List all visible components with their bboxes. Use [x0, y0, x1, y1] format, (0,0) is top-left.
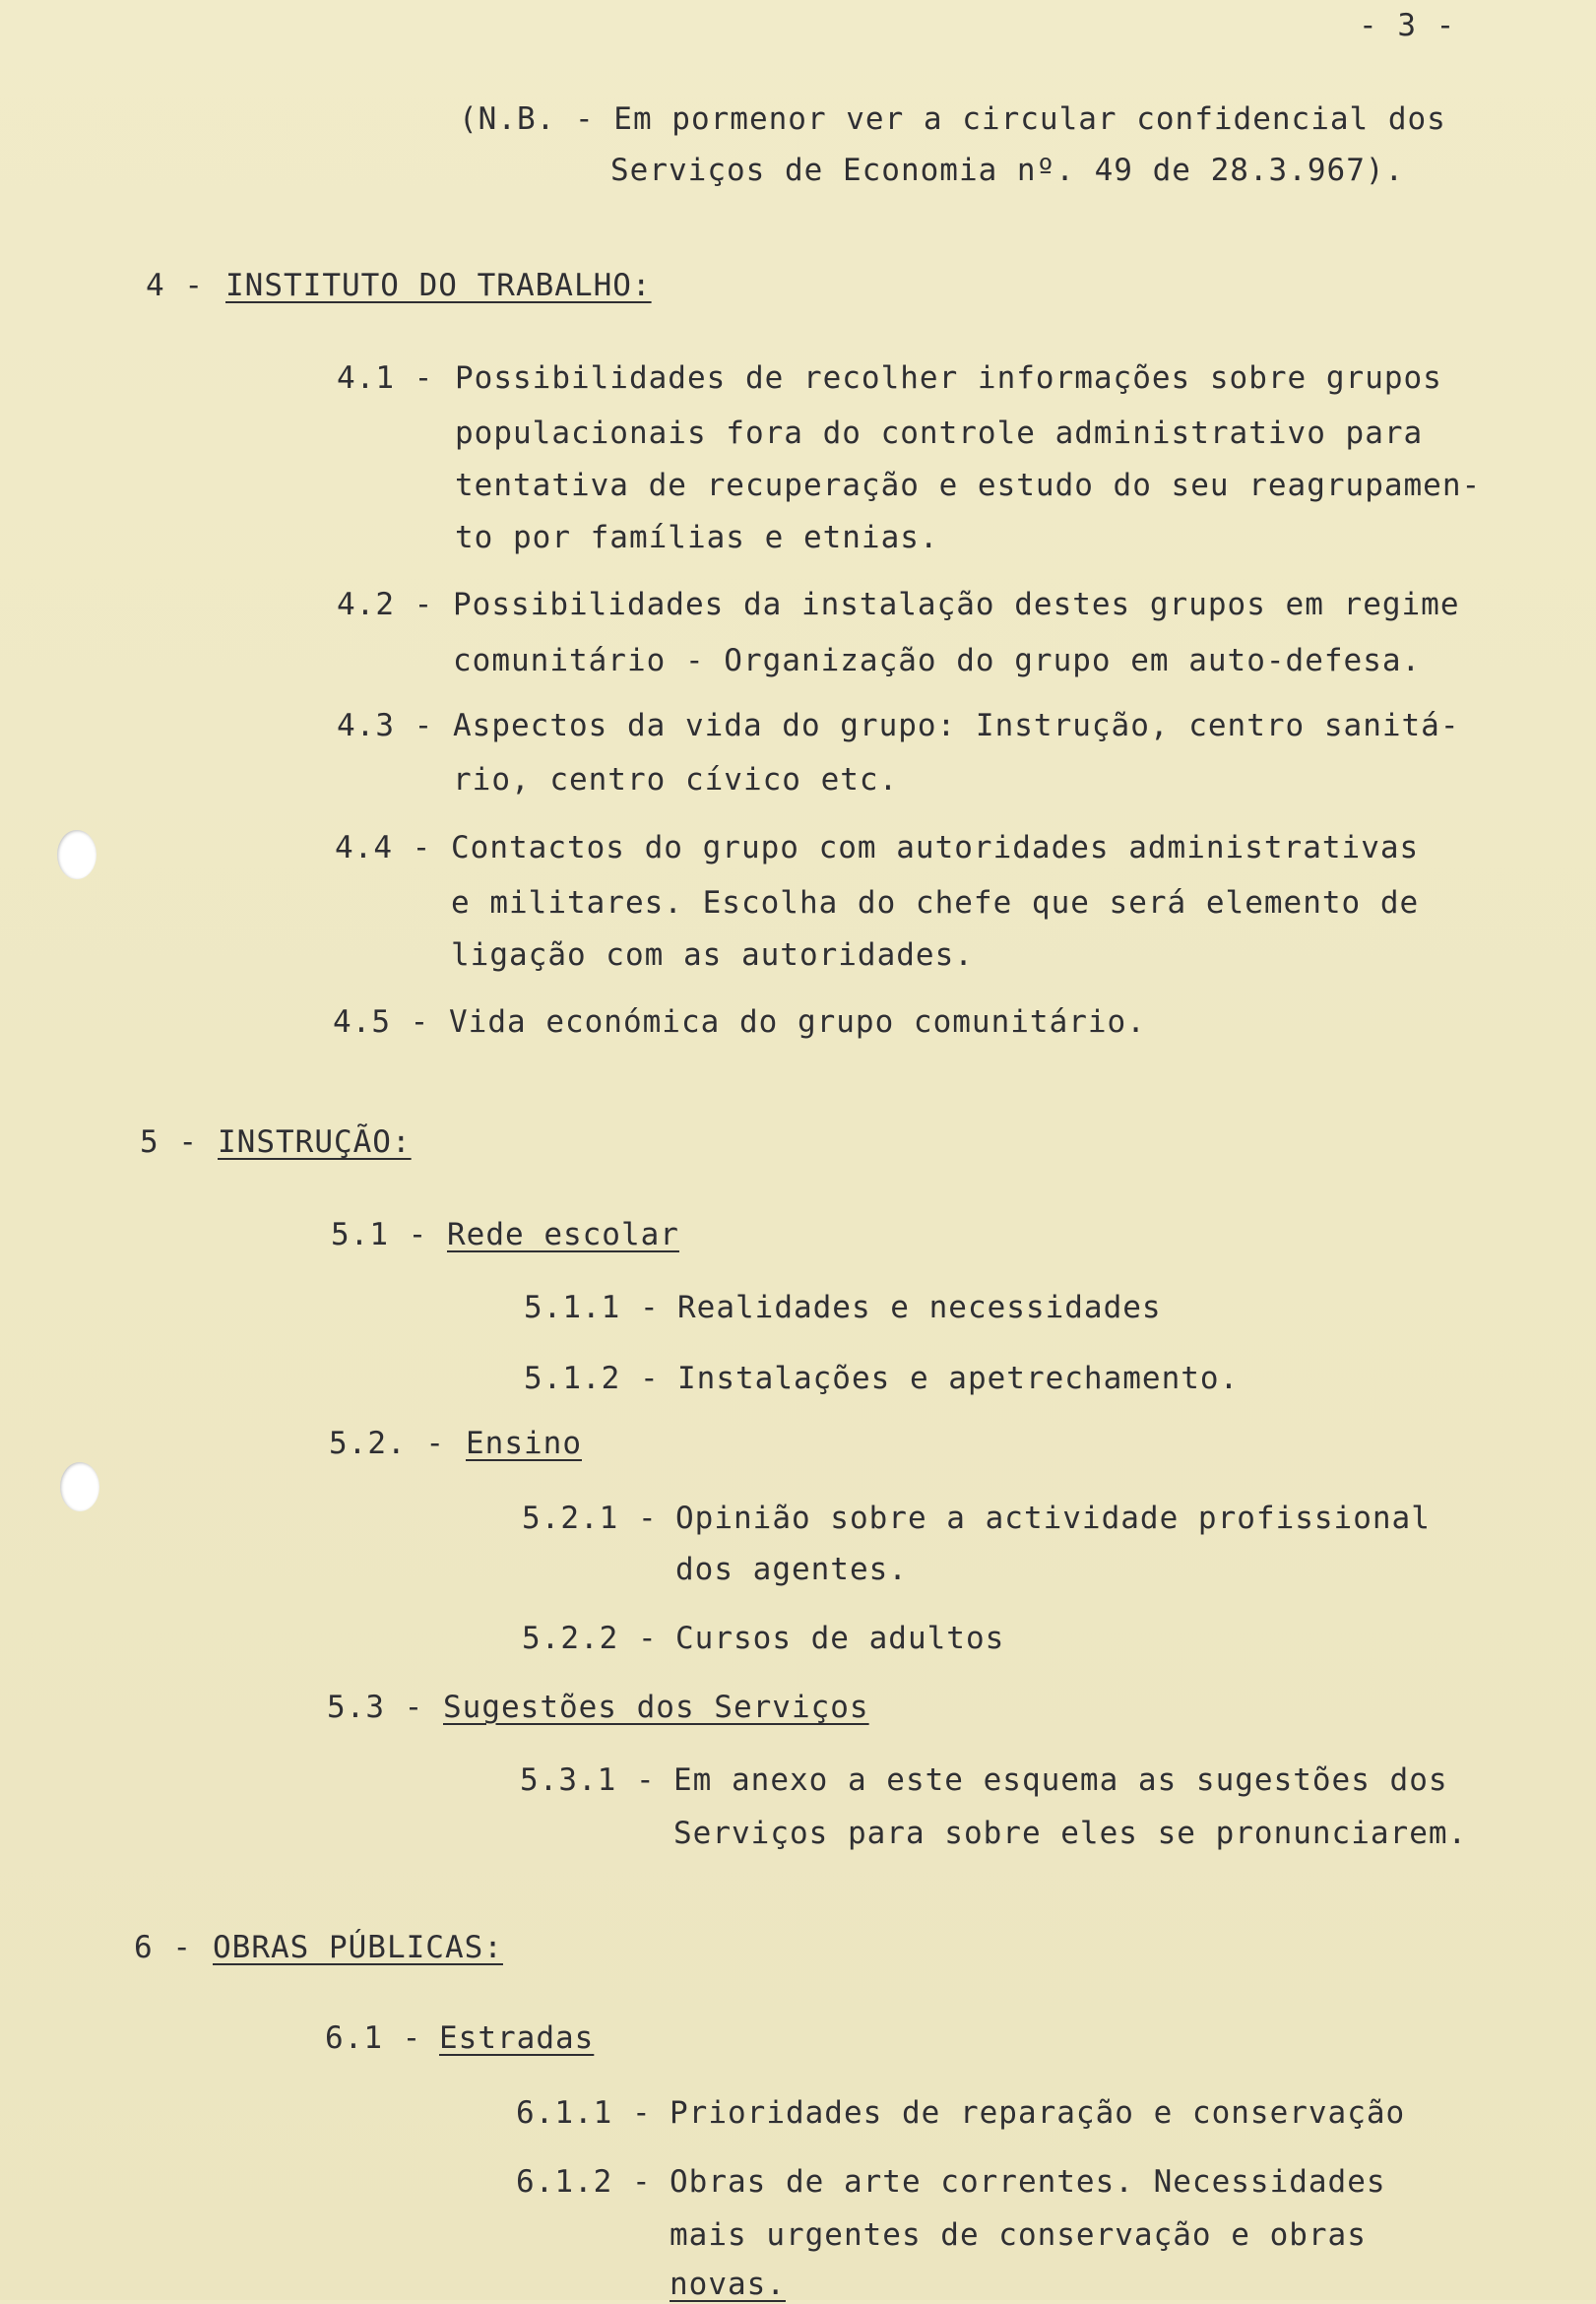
item-5-2-2-number: 5.2.2 -: [522, 1621, 658, 1656]
page-number: - 3 -: [1359, 8, 1456, 43]
item-4-4-number: 4.4 -: [335, 830, 432, 865]
item-5-2-1-line: Opinião sobre a actividade profissional: [675, 1501, 1431, 1536]
item-5-2-1-number: 5.2.1 -: [522, 1501, 658, 1536]
note-line-2: Serviços de Economia nº. 49 de 28.3.967).: [610, 153, 1405, 188]
subsection-6-1-title: Estradas: [439, 2020, 595, 2056]
item-5-3-1-number: 5.3.1 -: [520, 1762, 656, 1798]
item-4-3-line: Aspectos da vida do grupo: Instrução, centro sanitá-: [453, 708, 1460, 743]
subsection-6-1-number: 6.1 -: [325, 2020, 422, 2056]
item-4-1-line: Possibilidades de recolher informações sobre grupos: [455, 360, 1442, 396]
item-5-1-2-number: 5.1.2 -: [524, 1361, 660, 1396]
punch-hole-top: [57, 830, 96, 879]
section-6-number: 6 -: [134, 1930, 192, 1965]
item-4-2-number: 4.2 -: [337, 587, 434, 622]
subsection-5-1-title: Rede escolar: [447, 1217, 679, 1252]
item-6-1-2-number: 6.1.2 -: [516, 2164, 652, 2200]
item-4-1-line: tentativa de recuperação e estudo do seu reagrupamen-: [455, 468, 1482, 503]
subsection-5-2-number: 5.2. -: [329, 1426, 445, 1461]
note-line-1: (N.B. - Em pormenor ver a circular confidencial dos: [459, 101, 1446, 137]
item-4-5-line: Vida económica do grupo comunitário.: [449, 1004, 1146, 1040]
item-5-3-1-line: Em anexo a este esquema as sugestões dos: [673, 1762, 1448, 1798]
subsection-5-1-number: 5.1 -: [331, 1217, 428, 1252]
item-6-1-2-line: Obras de arte correntes. Necessidades: [670, 2164, 1386, 2200]
item-4-3-number: 4.3 -: [337, 708, 434, 743]
subsection-5-3-title: Sugestões dos Serviços: [443, 1690, 869, 1725]
item-5-2-1-line: dos agentes.: [675, 1552, 908, 1587]
item-6-1-2-line: novas.: [670, 2267, 786, 2302]
item-4-5-number: 4.5 -: [333, 1004, 430, 1040]
item-4-4-line: ligação com as autoridades.: [451, 937, 974, 973]
item-6-1-1-line: Prioridades de reparação e conservação: [670, 2095, 1406, 2131]
item-5-1-1-number: 5.1.1 -: [524, 1290, 660, 1325]
subsection-5-3-number: 5.3 -: [327, 1690, 424, 1725]
section-5-title: INSTRUÇÃO:: [218, 1124, 412, 1160]
section-4-number: 4 -: [146, 268, 204, 303]
item-4-4-line: Contactos do grupo com autoridades administrativas: [451, 830, 1420, 865]
item-5-3-1-line: Serviços para sobre eles se pronunciarem.: [673, 1816, 1468, 1851]
item-5-2-2-line: Cursos de adultos: [675, 1621, 1005, 1656]
section-4-title: INSTITUTO DO TRABALHO:: [225, 268, 652, 303]
item-4-3-line: rio, centro cívico etc.: [453, 762, 899, 798]
punch-hole-bottom: [60, 1462, 99, 1511]
item-4-1-line: populacionais fora do controle administrativo para: [455, 416, 1424, 451]
item-5-1-2-line: Instalações e apetrechamento.: [677, 1361, 1240, 1396]
section-6-title: OBRAS PÚBLICAS:: [213, 1930, 503, 1965]
item-6-1-1-number: 6.1.1 -: [516, 2095, 652, 2131]
item-4-2-line: Possibilidades da instalação destes grupos em regime: [453, 587, 1460, 622]
item-4-4-line: e militares. Escolha do chefe que será elemento de: [451, 885, 1420, 921]
item-4-1-number: 4.1 -: [337, 360, 434, 396]
section-5-number: 5 -: [140, 1124, 198, 1160]
item-4-2-line: comunitário - Organização do grupo em auto-defesa.: [453, 643, 1422, 678]
item-5-1-1-line: Realidades e necessidades: [677, 1290, 1162, 1325]
item-4-1-line: to por famílias e etnias.: [455, 520, 939, 555]
subsection-5-2-title: Ensino: [466, 1426, 582, 1461]
item-6-1-2-line: mais urgentes de conservação e obras: [670, 2217, 1367, 2253]
